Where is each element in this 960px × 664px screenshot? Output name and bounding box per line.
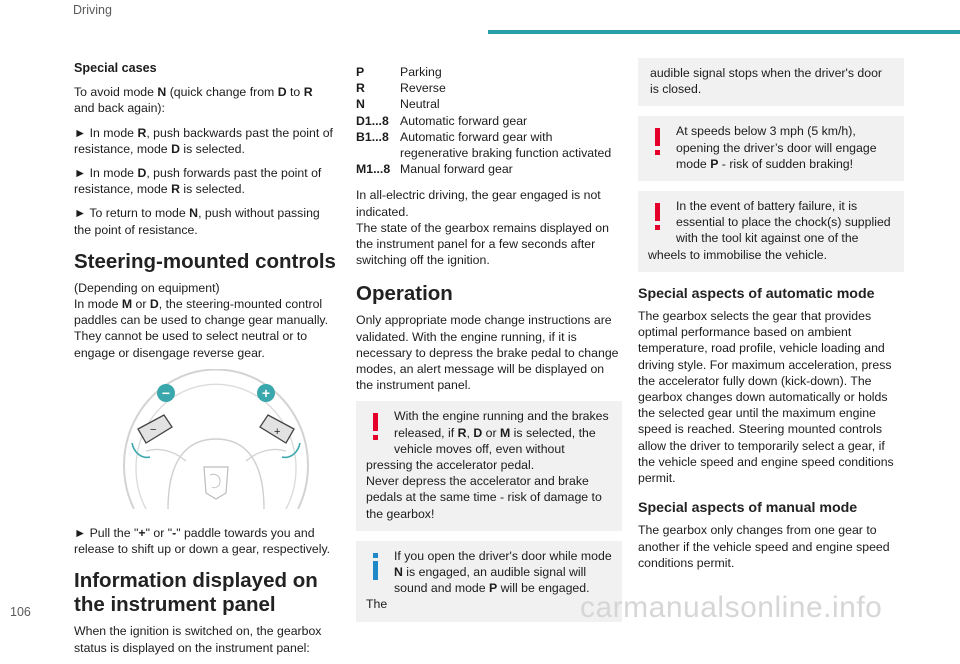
gear-row bbox=[356, 113, 622, 129]
special-cases-paras bbox=[74, 84, 336, 238]
gear-description: Automatic forward gear with regenerative braking function activated bbox=[400, 129, 612, 161]
gear-row bbox=[356, 96, 622, 112]
gear-code: R bbox=[356, 81, 365, 96]
gear-description: Reverse bbox=[400, 81, 446, 96]
electric-driving-para: In all-electric driving, the gear engaged is not indicated. bbox=[356, 188, 601, 219]
warning-note-engine-running bbox=[356, 401, 622, 530]
gear-row bbox=[356, 129, 622, 161]
paragraph: ► To return to mode N, push without passing the point of resistance. bbox=[74, 206, 320, 237]
gear-code: P bbox=[356, 65, 365, 79]
steering-wheel-figure bbox=[116, 369, 316, 509]
info1-text bbox=[366, 548, 612, 613]
gear-description: Automatic forward gear bbox=[400, 113, 528, 128]
info-displayed-heading: Information displayed on the instrument panel bbox=[74, 569, 318, 617]
warning-note-battery bbox=[638, 191, 904, 272]
info-i-icon bbox=[368, 551, 384, 583]
paragraph: (Depending on equipment) bbox=[74, 280, 220, 295]
warning-exclamation-icon bbox=[650, 201, 666, 233]
info-note-continued bbox=[638, 58, 904, 106]
gear-code: M1...8 bbox=[356, 162, 391, 177]
steering-controls-heading: Steering-mounted controls bbox=[74, 249, 336, 273]
gearbox-state-para: The state of the gearbox remains displayed on the instrument panel for a few seconds after switching off the ignition. bbox=[356, 220, 609, 268]
paragraph: If you open the driver's door while mode N is engaged, an audible signal will sound and mode P will be engaged. The bbox=[366, 548, 612, 612]
column-left bbox=[74, 58, 336, 664]
watermark-text: carmanualsonline.info bbox=[580, 591, 883, 624]
info-displayed-para: When the ignition is switched on, the gearbox status is displayed on the instrument panel: bbox=[74, 624, 322, 655]
warning1-text bbox=[366, 408, 612, 521]
warning3-text: In the event of battery failure, it is essential to place the chock(s) supplied with the tool kit against one of the wheels to immobilise the vehicle. bbox=[648, 199, 891, 262]
gear-description: Manual forward gear bbox=[400, 162, 513, 177]
column-right bbox=[638, 58, 904, 579]
operation-para: Only appropriate mode change instructions are validated. With the engine running, if it is necessary to depress the brake pedal to change modes, an alert message will be displayed on the instrument panel. bbox=[356, 313, 619, 393]
minus-paddle-mark: − bbox=[150, 423, 157, 436]
special-cases-heading: Special cases bbox=[74, 61, 157, 75]
page-number: 106 bbox=[10, 605, 31, 619]
plus-badge-label: + bbox=[261, 384, 271, 401]
paragraph: With the engine running and the brakes released, if R, D or M is selected, the vehicle moves off, even without pressing the accelerator pedal. bbox=[366, 409, 609, 473]
paragraph: ► In mode D, push forwards past the point of resistance, mode R is selected. bbox=[74, 166, 322, 197]
gear-code: N bbox=[356, 97, 365, 112]
paragraph: To avoid mode N (quick change from D to R and back again): bbox=[74, 85, 313, 116]
manual-mode-heading: Special aspects of manual mode bbox=[638, 500, 858, 517]
automatic-mode-heading: Special aspects of automatic mode bbox=[638, 285, 875, 302]
section-title: Driving bbox=[73, 3, 112, 17]
gear-description: Parking bbox=[400, 65, 442, 79]
paragraph: Never depress the accelerator and brake pedals at the same time - risk of damage to the gearbox! bbox=[366, 474, 602, 521]
plus-paddle-mark: + bbox=[274, 425, 281, 438]
gear-description: Neutral bbox=[400, 97, 440, 112]
gear-row bbox=[356, 64, 622, 80]
info-continued-text: audible signal stops when the driver's door is closed. bbox=[650, 66, 883, 97]
gear-row bbox=[356, 80, 622, 96]
header-accent-bar bbox=[488, 30, 960, 34]
warning-exclamation-icon bbox=[650, 126, 666, 158]
manual-mode-para: The gearbox only changes from one gear to another if the vehicle speed and engine speed conditions permit. bbox=[638, 523, 890, 570]
gear-code: B1...8 bbox=[356, 129, 389, 144]
gear-code: D1...8 bbox=[356, 113, 389, 128]
paragraph: In mode M or D, the steering-mounted control paddles can be used to change gear manually. They cannot be used to select neutral or to engage or disengage reverse gear. bbox=[74, 297, 329, 360]
minus-badge-label: − bbox=[161, 384, 171, 401]
warning2-text: At speeds below 3 mph (5 km/h), opening the driver’s door will engage mode P - risk of sudden braking! bbox=[676, 124, 877, 171]
gear-row bbox=[356, 161, 622, 177]
steering-controls-paras bbox=[74, 280, 336, 361]
automatic-mode-para: The gearbox selects the gear that provides optimal performance based on ambient temperature, road profile, vehicle loading and driving style. For maximum acceleration, press the accelerator fully down (kick-down). The gearbox changes down automatically or holds the selected gear until the maximum engine speed is reached. Steering mounted controls allow the driver to temporarily select a gear, if the vehicle speed and engine speed conditions permit. bbox=[638, 309, 894, 486]
operation-heading: Operation bbox=[356, 282, 453, 306]
paragraph: ► In mode R, push backwards past the point of resistance, mode D is selected. bbox=[74, 125, 333, 156]
paddle-instruction: ► Pull the "+" or "-" paddle towards you and release to shift up or down a gear, respectively. bbox=[74, 526, 331, 557]
gear-status-list bbox=[356, 64, 622, 177]
warning-exclamation-icon bbox=[368, 411, 384, 443]
warning-note-low-speed bbox=[638, 116, 904, 181]
column-middle bbox=[356, 58, 622, 632]
